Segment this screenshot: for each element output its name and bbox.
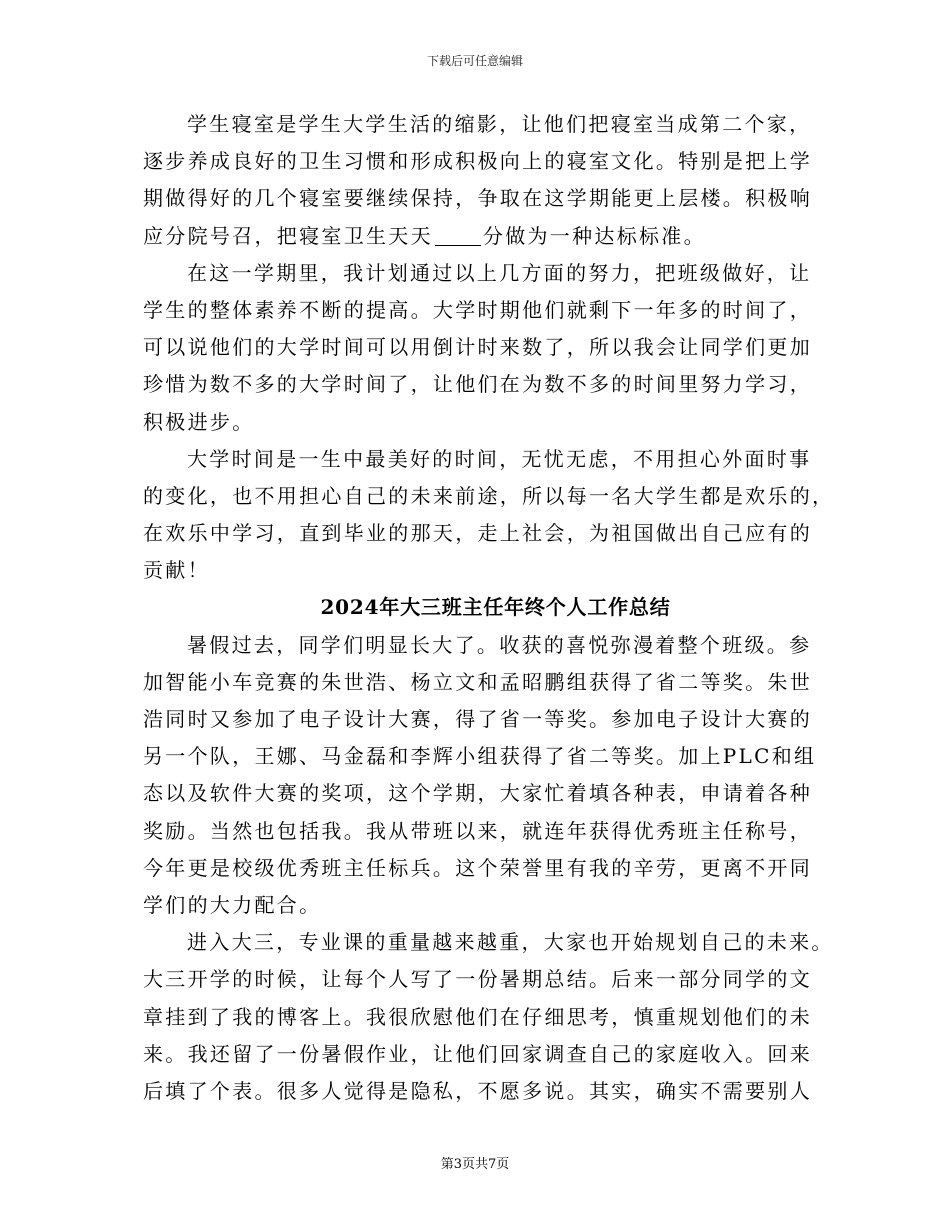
text-line: 学生的整体素养不断的提高。大学时期他们就剩下一年多的时间了， — [143, 297, 812, 322]
text-segment: 应分院号召，把寝室卫生天天 — [143, 223, 433, 248]
paragraph-plan — [143, 255, 812, 441]
paragraph-awards — [143, 627, 817, 925]
text-line: 积极进步。 — [143, 409, 255, 434]
fill-in-blank — [435, 221, 481, 246]
paragraph-junior-year — [143, 924, 834, 1110]
text-line: 章挂到了我的博客上。我很欣慰他们在仔细思考，慎重规划他们的未 — [143, 1004, 812, 1029]
page-footer: 第3页共7页 — [440, 1157, 510, 1172]
paragraph-university-time — [143, 441, 835, 590]
text-line: 暑假过去，同学们明显长大了。收获的喜悦弥漫着整个班级。参 — [187, 632, 812, 657]
text-line: 可以说他们的大学时间可以用倒计时来数了，所以我会让同学们更加 — [143, 335, 812, 360]
text-line: 态以及软件大赛的奖项，这个学期，大家忙着填各种表，申请着各种 — [143, 781, 812, 806]
section-title: 2024年大三班主任年终个人工作总结 — [320, 595, 671, 620]
text-line: 逐步养成良好的卫生习惯和形成积极向上的寝室文化。特别是把上学 — [143, 149, 812, 174]
text-line: 期做得好的几个寝室要继续保持，争取在这学期能更上层楼。积极响 — [143, 186, 812, 211]
text-line: 大三开学的时候，让每个人写了一份暑期总结。后来一部分同学的文 — [143, 967, 812, 992]
text-line: 另一个队，王娜、马金磊和李辉小组获得了省二等奖。加上PLC和组 — [143, 744, 817, 769]
page-header: 下载后可任意编辑 — [426, 54, 523, 68]
text-line: 浩同时又参加了电子设计大赛，得了省一等奖。参加电子设计大赛的 — [143, 707, 812, 731]
text-line — [143, 218, 808, 255]
text-line: 的变化，也不用担心自己的未来前途，所以每一名大学生都是欢乐的， — [143, 483, 835, 508]
text-line: 学们的大力配合。 — [143, 892, 322, 917]
text-line: 加智能小车竞赛的朱世浩、杨立文和孟昭鹏组获得了省二等奖。朱世 — [143, 669, 812, 694]
text-line: 珍惜为数不多的大学时间了，让他们在为数不多的时间里努力学习， — [143, 372, 812, 397]
text-line: 后填了个表。很多人觉得是隐私，不愿多说。其实，确实不需要别人 — [143, 1078, 812, 1103]
text-line: 学生寝室是学生大学生活的缩影，让他们把寝室当成第二个家， — [187, 112, 812, 136]
text-line: 奖励。当然也包括我。我从带班以来，就连年获得优秀班主任称号， — [143, 818, 812, 843]
text-line: 贡献！ — [143, 558, 210, 583]
document-body — [143, 106, 835, 1110]
text-line: 在这一学期里，我计划通过以上几方面的努力，把班级做好，让 — [187, 260, 812, 285]
text-line: 在欢乐中学习，直到毕业的那天，走上社会，为祖国做出自己应有的 — [143, 521, 812, 546]
paragraph-dormitory — [143, 106, 812, 255]
text-line: 今年更是校级优秀班主任标兵。这个荣誉里有我的辛劳，更离不开同 — [143, 855, 812, 880]
text-line: 进入大三，专业课的重量越来越重，大家也开始规划自己的未来。 — [187, 930, 834, 955]
text-line: 大学时间是一生中最美好的时间，无忧无虑，不用担心外面时事 — [187, 446, 812, 471]
text-line: 来。我还留了一份暑假作业，让他们回家调查自己的家庭收入。回来 — [143, 1041, 812, 1066]
text-segment: 分做为一种达标标准。 — [482, 223, 706, 248]
